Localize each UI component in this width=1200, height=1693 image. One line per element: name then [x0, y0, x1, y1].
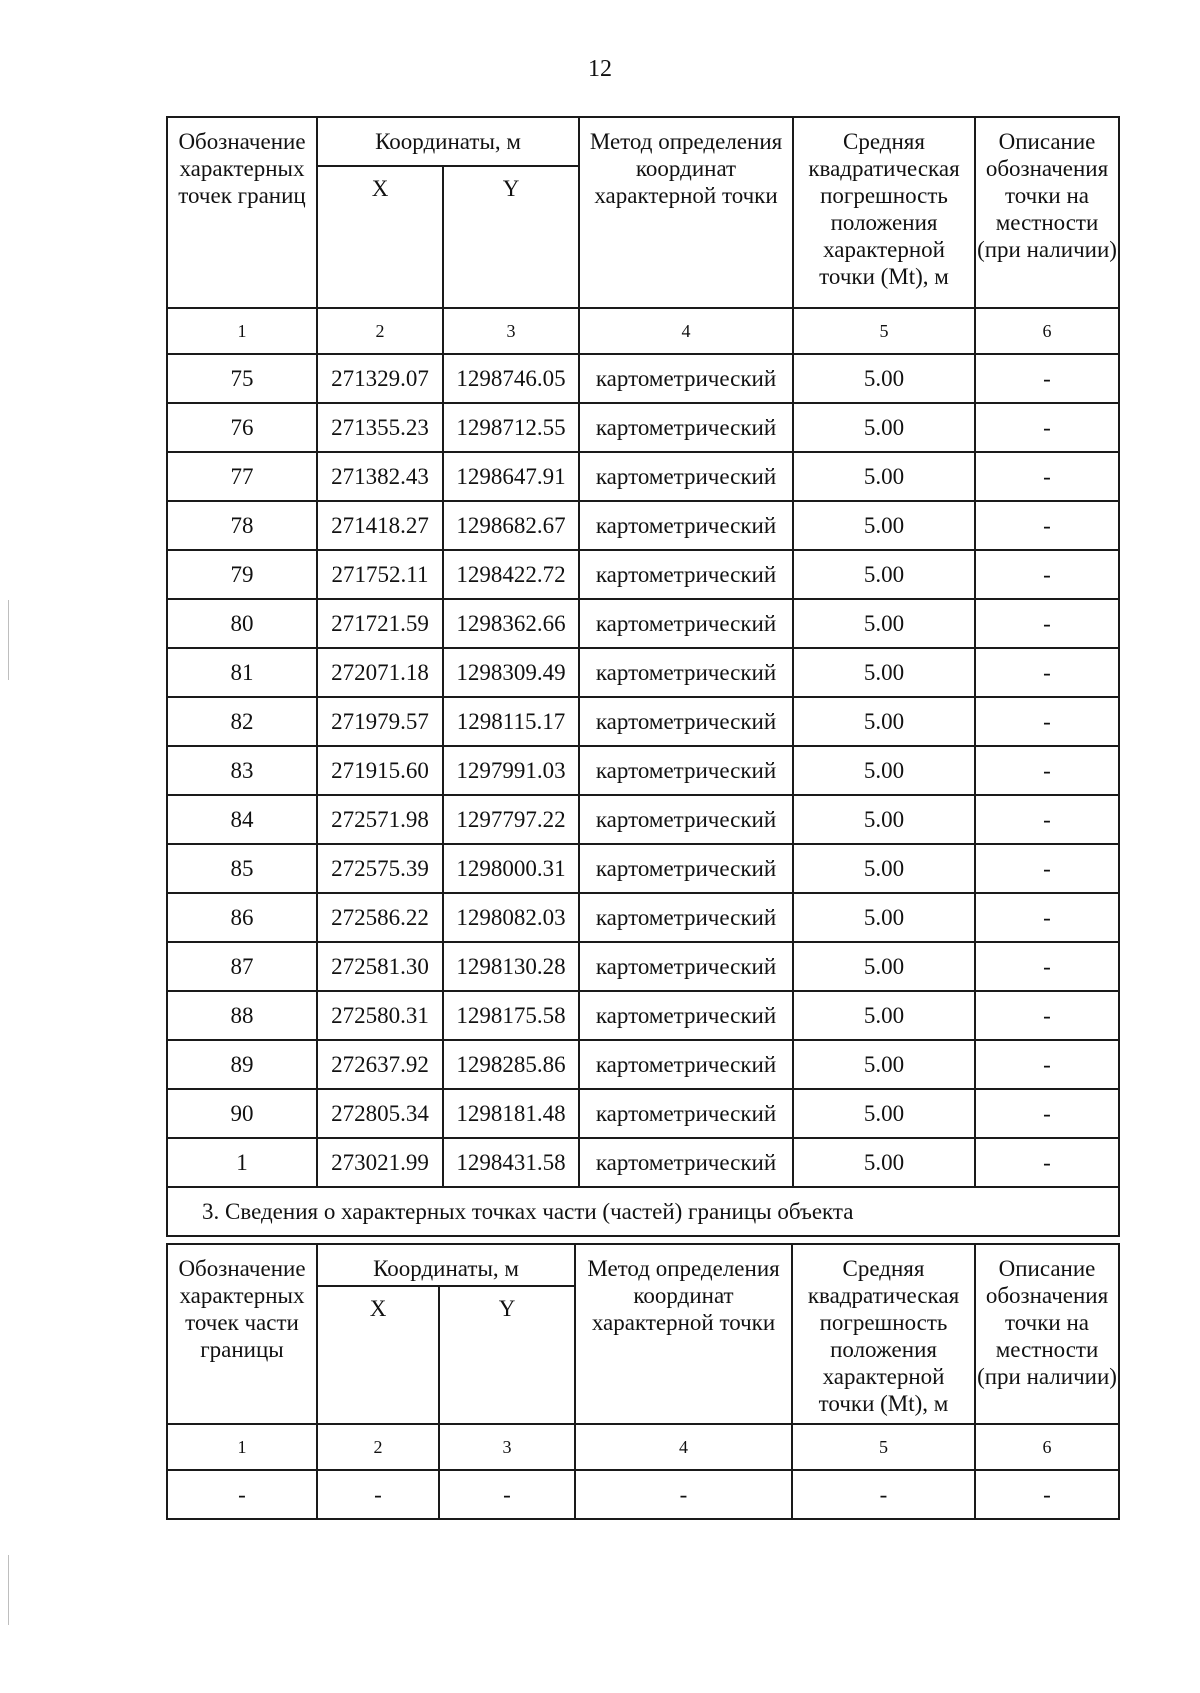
- header-y: Y: [439, 1286, 575, 1424]
- table-cell: 5.00: [793, 991, 975, 1040]
- header-x: X: [317, 166, 443, 308]
- scan-mark: [8, 1555, 9, 1625]
- table-cell: -: [975, 1040, 1119, 1089]
- table-cell: 271382.43: [317, 452, 443, 501]
- table-row: [167, 403, 1119, 452]
- table-cell: -: [975, 697, 1119, 746]
- table-cell: 5.00: [793, 844, 975, 893]
- scan-mark: [8, 600, 9, 680]
- table-cell: 1298362.66: [443, 599, 579, 648]
- table-cell: -: [975, 354, 1119, 403]
- table-cell: 1298431.58: [443, 1138, 579, 1187]
- table-cell: 84: [167, 795, 317, 844]
- table-row: [167, 942, 1119, 991]
- table-row: [167, 354, 1119, 403]
- header-description: Описание обозначения точки на местности (при наличии): [975, 117, 1119, 308]
- table-cell: картометрический: [579, 991, 793, 1040]
- column-number: 5: [793, 308, 975, 354]
- table-cell: картометрический: [579, 893, 793, 942]
- table-cell: 5.00: [793, 942, 975, 991]
- table-row: [167, 795, 1119, 844]
- table-cell: -: [575, 1470, 792, 1519]
- table-cell: 5.00: [793, 648, 975, 697]
- coordinates-table-body: [167, 354, 1119, 1187]
- table-cell: картометрический: [579, 795, 793, 844]
- table-cell: картометрический: [579, 501, 793, 550]
- table-row: [167, 844, 1119, 893]
- column-number: 6: [975, 1424, 1119, 1470]
- table-cell: 5.00: [793, 354, 975, 403]
- table-cell: 271355.23: [317, 403, 443, 452]
- table-cell: 77: [167, 452, 317, 501]
- table-cell: -: [792, 1470, 975, 1519]
- header-designation: Обозначение характерных точек границ: [167, 117, 317, 308]
- table-cell: картометрический: [579, 599, 793, 648]
- table-cell: 272586.22: [317, 893, 443, 942]
- table-cell: 271915.60: [317, 746, 443, 795]
- table-cell: 1298181.48: [443, 1089, 579, 1138]
- table-cell: 5.00: [793, 697, 975, 746]
- table-cell: 89: [167, 1040, 317, 1089]
- table-cell: 5.00: [793, 550, 975, 599]
- table-cell: 1298309.49: [443, 648, 579, 697]
- column-number-row: [167, 308, 1119, 354]
- table-cell: -: [975, 1089, 1119, 1138]
- table-row: [167, 1138, 1119, 1187]
- table-cell: 5.00: [793, 1040, 975, 1089]
- table-cell: 76: [167, 403, 317, 452]
- table-cell: 1298175.58: [443, 991, 579, 1040]
- table-row: [167, 550, 1119, 599]
- table-cell: 1298712.55: [443, 403, 579, 452]
- table-cell: 78: [167, 501, 317, 550]
- table-row: [167, 991, 1119, 1040]
- table-cell: -: [975, 991, 1119, 1040]
- table-cell: -: [975, 795, 1119, 844]
- header-x: X: [317, 1286, 439, 1424]
- table-cell: картометрический: [579, 354, 793, 403]
- table-cell: 1298082.03: [443, 893, 579, 942]
- table-cell: 1298746.05: [443, 354, 579, 403]
- table-cell: 5.00: [793, 1089, 975, 1138]
- table-cell: 271418.27: [317, 501, 443, 550]
- column-number: 1: [167, 1424, 317, 1470]
- header-coordinates: Координаты, м: [317, 1244, 575, 1286]
- section-3-title-row: [167, 1187, 1119, 1236]
- header-method: Метод определения координат характерной точки: [575, 1244, 792, 1424]
- header-y: Y: [443, 166, 579, 308]
- table-cell: 80: [167, 599, 317, 648]
- table-cell: 1298422.72: [443, 550, 579, 599]
- section-3-title: 3. Сведения о характерных точках части (частей) границы объекта: [167, 1187, 1119, 1236]
- coordinates-table: [166, 116, 1120, 1237]
- table-cell: -: [167, 1470, 317, 1519]
- table-cell: 1298285.86: [443, 1040, 579, 1089]
- table-cell: 83: [167, 746, 317, 795]
- table-cell: 90: [167, 1089, 317, 1138]
- column-number: 2: [317, 1424, 439, 1470]
- header-coordinates: Координаты, м: [317, 117, 579, 166]
- header-method: Метод определения координат характерной точки: [579, 117, 793, 308]
- table-row: [167, 893, 1119, 942]
- table-cell: 75: [167, 354, 317, 403]
- table-cell: 1297797.22: [443, 795, 579, 844]
- table-row: [167, 452, 1119, 501]
- table-cell: 272571.98: [317, 795, 443, 844]
- table-cell: 81: [167, 648, 317, 697]
- table-row: [167, 648, 1119, 697]
- table-cell: 5.00: [793, 501, 975, 550]
- table-cell: -: [975, 942, 1119, 991]
- table-cell: 82: [167, 697, 317, 746]
- table-cell: 272805.34: [317, 1089, 443, 1138]
- table-row: [167, 599, 1119, 648]
- table-cell: 5.00: [793, 599, 975, 648]
- column-number: 5: [792, 1424, 975, 1470]
- part-boundary-table: [166, 1243, 1120, 1520]
- column-number: 1: [167, 308, 317, 354]
- table-cell: картометрический: [579, 844, 793, 893]
- table-cell: 5.00: [793, 1138, 975, 1187]
- table-cell: 1: [167, 1138, 317, 1187]
- table-cell: 1298130.28: [443, 942, 579, 991]
- column-number-row: [167, 1424, 1119, 1470]
- table-cell: -: [975, 599, 1119, 648]
- header-error: Средняя квадратическая погрешность положения характерной точки (Mt), м: [792, 1244, 975, 1424]
- page-number: 12: [588, 56, 612, 82]
- table-cell: 5.00: [793, 746, 975, 795]
- table-cell: 271721.59: [317, 599, 443, 648]
- table-cell: картометрический: [579, 1089, 793, 1138]
- table-cell: 273021.99: [317, 1138, 443, 1187]
- table-row: [167, 1470, 1119, 1519]
- table-cell: картометрический: [579, 403, 793, 452]
- table-cell: 1298647.91: [443, 452, 579, 501]
- table-cell: 79: [167, 550, 317, 599]
- table-cell: картометрический: [579, 697, 793, 746]
- table-cell: 5.00: [793, 452, 975, 501]
- table-cell: картометрический: [579, 452, 793, 501]
- table-row: [167, 746, 1119, 795]
- table-cell: -: [975, 550, 1119, 599]
- table-cell: -: [975, 501, 1119, 550]
- header-description: Описание обозначения точки на местности (при наличии): [975, 1244, 1119, 1424]
- table-cell: картометрический: [579, 1138, 793, 1187]
- table-cell: 272637.92: [317, 1040, 443, 1089]
- table-row: [167, 1040, 1119, 1089]
- table-cell: 5.00: [793, 795, 975, 844]
- table-cell: 85: [167, 844, 317, 893]
- column-number: 4: [579, 308, 793, 354]
- table-row: [167, 1089, 1119, 1138]
- column-number: 3: [439, 1424, 575, 1470]
- table-cell: 5.00: [793, 403, 975, 452]
- column-number: 2: [317, 308, 443, 354]
- table-cell: картометрический: [579, 648, 793, 697]
- table-cell: -: [975, 1470, 1119, 1519]
- table-cell: -: [975, 746, 1119, 795]
- table-cell: -: [975, 1138, 1119, 1187]
- column-number: 6: [975, 308, 1119, 354]
- column-number: 4: [575, 1424, 792, 1470]
- table-row: [167, 697, 1119, 746]
- table-cell: картометрический: [579, 1040, 793, 1089]
- table-cell: 271329.07: [317, 354, 443, 403]
- table-cell: -: [439, 1470, 575, 1519]
- table-cell: 1297991.03: [443, 746, 579, 795]
- header-designation: Обозначение характерных точек части границы: [167, 1244, 317, 1424]
- table-cell: 1298000.31: [443, 844, 579, 893]
- table-cell: 272071.18: [317, 648, 443, 697]
- table-cell: -: [975, 403, 1119, 452]
- table-cell: 272580.31: [317, 991, 443, 1040]
- table-cell: 86: [167, 893, 317, 942]
- column-number: 3: [443, 308, 579, 354]
- table-cell: -: [975, 648, 1119, 697]
- table-cell: 272581.30: [317, 942, 443, 991]
- table-cell: 88: [167, 991, 317, 1040]
- header-error: Средняя квадратическая погрешность положения характерной точки (Mt), м: [793, 117, 975, 308]
- part-boundary-table-body: [167, 1470, 1119, 1519]
- table-cell: -: [975, 452, 1119, 501]
- table-cell: -: [317, 1470, 439, 1519]
- table-cell: картометрический: [579, 746, 793, 795]
- table-cell: 1298115.17: [443, 697, 579, 746]
- table-cell: картометрический: [579, 550, 793, 599]
- table-cell: 272575.39: [317, 844, 443, 893]
- table-cell: 271979.57: [317, 697, 443, 746]
- table-row: [167, 501, 1119, 550]
- table-cell: 87: [167, 942, 317, 991]
- table-cell: -: [975, 844, 1119, 893]
- table-cell: 1298682.67: [443, 501, 579, 550]
- table-cell: -: [975, 893, 1119, 942]
- table-cell: 271752.11: [317, 550, 443, 599]
- table-cell: 5.00: [793, 893, 975, 942]
- table-cell: картометрический: [579, 942, 793, 991]
